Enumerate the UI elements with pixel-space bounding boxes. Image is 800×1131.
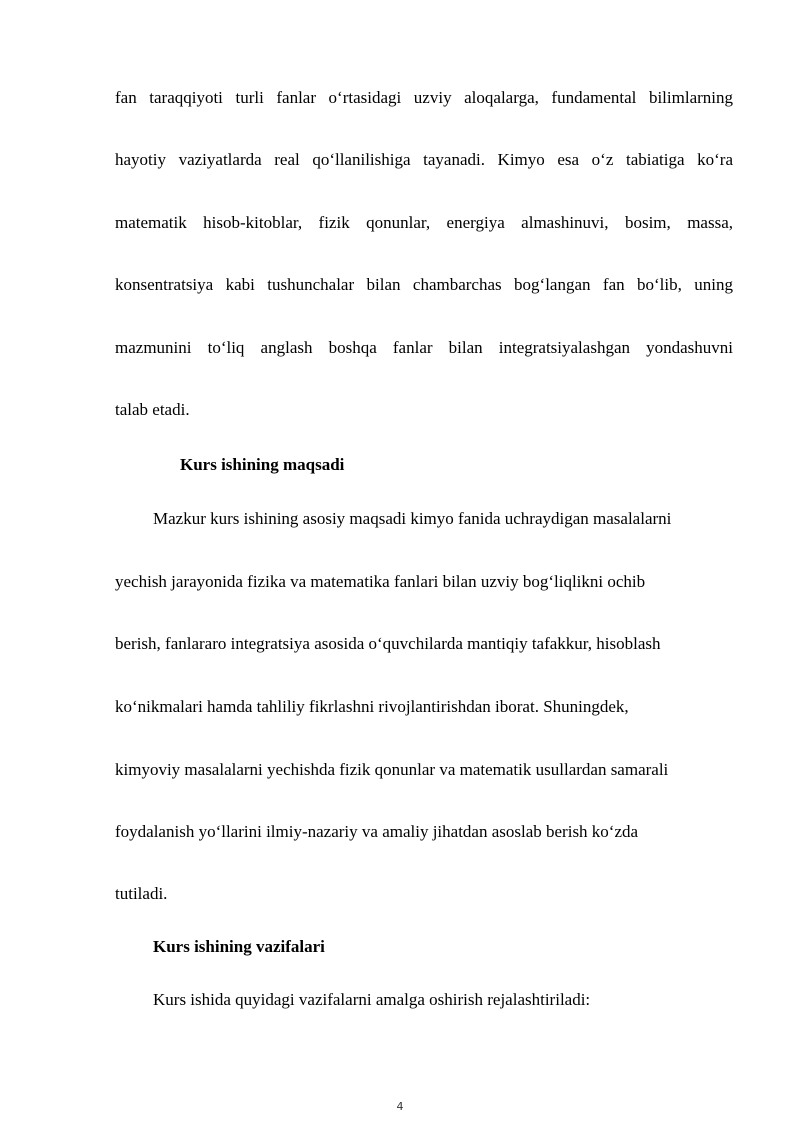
paragraph-1-line-6: talab etadi. xyxy=(115,400,190,419)
paragraph-2-line-5: kimyoviy masalalarni yechishda fizik qonunlar va matematik usullardan samarali xyxy=(115,760,669,779)
paragraph-2-line-1: Mazkur kurs ishining asosiy maqsadi kimyo fanida uchraydigan masalalarni xyxy=(153,509,672,528)
paragraph-2-line-6: foydalanish yo‘llarini ilmiy-nazariy va amaliy jihatdan asoslab berish ko‘zda xyxy=(115,822,639,841)
paragraph-1-line-2: hayotiy vaziyatlarda real qo‘llanilishiga tayanadi. Kimyo esa o‘z tabiatiga ko‘ra xyxy=(115,150,733,169)
paragraph-1-line-5: mazmunini to‘liq anglash boshqa fanlar bilan integratsiyalashgan yondashuvni xyxy=(115,338,733,357)
paragraph-2-line-3: berish, fanlararo integratsiya asosida o‘quvchilarda mantiqiy tafakkur, hisoblash xyxy=(115,634,661,653)
section-heading-maqsadi: Kurs ishining maqsadi xyxy=(180,455,345,474)
paragraph-1-line-1: fan taraqqiyoti turli fanlar o‘rtasidagi uzviy aloqalarga, fundamental bilimlarning xyxy=(115,88,733,107)
paragraph-2-line-7: tutiladi. xyxy=(115,884,168,903)
paragraph-1-line-3: matematik hisob-kitoblar, fizik qonunlar, energiya almashinuvi, bosim, massa, xyxy=(115,213,733,232)
paragraph-1-line-4: konsentratsiya kabi tushunchalar bilan chambarchas bog‘langan fan bo‘lib, uning xyxy=(115,275,733,294)
paragraph-2-line-4: ko‘nikmalari hamda tahliliy fikrlashni rivojlantirishdan iborat. Shuningdek, xyxy=(115,697,629,716)
paragraph-2-line-2: yechish jarayonida fizika va matematika fanlari bilan uzviy bog‘liqlikni ochib xyxy=(115,572,646,591)
paragraph-3-line-1: Kurs ishida quyidagi vazifalarni amalga oshirish rejalashtiriladi: xyxy=(153,990,591,1009)
page-number: 4 xyxy=(396,1100,404,1113)
section-heading-vazifalari: Kurs ishining vazifalari xyxy=(153,937,325,956)
